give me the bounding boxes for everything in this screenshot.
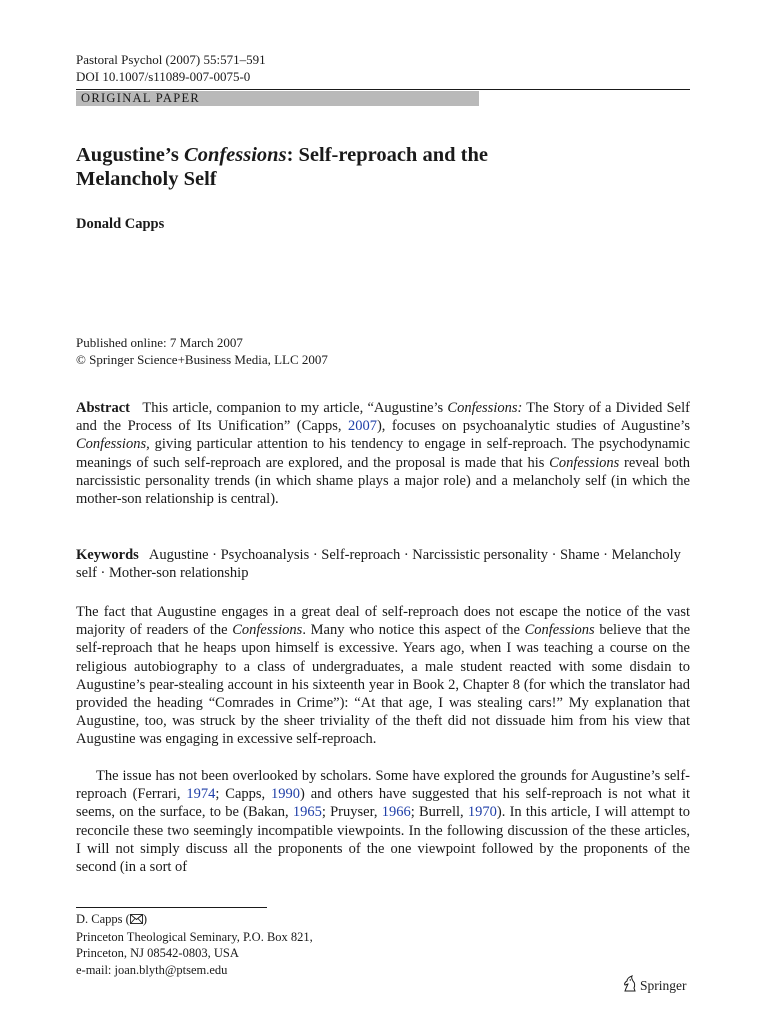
title-part-1: Augustine’s [76, 144, 185, 166]
abstract-text: reveal both narcissistic personality trends (in which shame plays a major role) and a melancholy self (in which the mother-son relationship is central). [76, 454, 690, 508]
body-text: ). In this article, I will attempt to reconcile these two seemingly incompatible viewpoints. In the following discussion of the these articles, I will not simply discuss all the proponents of the one viewpoint followed by the proponents of the second (in a sort of [76, 804, 691, 876]
article-title [76, 143, 690, 191]
citation-link[interactable]: 1970 [467, 804, 497, 821]
footnote-author: D. Capps ( [76, 912, 130, 926]
citation-link[interactable]: 1966 [381, 804, 411, 821]
publication-info [76, 334, 328, 368]
citation-link[interactable]: 1974 [186, 786, 216, 803]
abstract-text: ), focuses on psychoanalytic studies of Augustine’s [376, 418, 690, 435]
title-italic: Confessions [184, 144, 287, 166]
journal-meta [76, 51, 266, 85]
body-text: The fact that Augustine engages in a great deal of self-reproach does not escape the notice of the vast majority of readers of the [76, 604, 690, 639]
citation-link[interactable]: 1990 [271, 786, 301, 803]
abstract-italic: Confessions [549, 454, 620, 471]
springer-knight-icon [622, 975, 638, 996]
title-part-2: : Self-reproach and the [286, 144, 488, 166]
keywords [76, 546, 690, 582]
abstract [76, 399, 690, 508]
title-line-2: Melancholy Self [76, 168, 217, 190]
copyright: © Springer Science+Business Media, LLC 2007 [76, 352, 328, 367]
body-text: ; Capps, [215, 786, 272, 803]
author-name: Donald Capps [76, 216, 165, 232]
footnote-city: Princeton, NJ 08542-0803, USA [76, 946, 239, 960]
abstract-text: This article, companion to my article, “Augustine’s [142, 400, 448, 416]
citation-link[interactable]: 1965 [292, 804, 322, 821]
body-text: ; Pruyser, [321, 804, 382, 821]
footnote-rule [76, 907, 267, 908]
body-paragraph-2 [76, 767, 690, 876]
author-footnote [76, 911, 313, 978]
header-rule [76, 89, 690, 90]
abstract-text: The Story of a Divided Self and the Process of Its Unification” (Capps, [76, 400, 690, 435]
envelope-icon[interactable] [130, 912, 143, 929]
abstract-text: giving particular attention to his tendency to engage in self-reproach. The psychodynamic meanings of such self-reproach are explored, and the proposal is made that his [76, 436, 690, 471]
publisher-logo [622, 975, 687, 996]
keywords-text: Augustine · Psychoanalysis · Self-reproach · Narcissistic personality · Shame · Melancholy self · Mother-son relationship [76, 547, 681, 582]
publisher-name: Springer [640, 977, 687, 993]
body-text: The issue has not been overlooked by scholars. Some have explored the grounds for Augustine’s self-reproach (Ferrari, [76, 768, 690, 803]
body-text: believe that the self-reproach that he heaps upon himself is excessive. Years ago, when I was teaching a course on the religious autobiography to a class of undergraduates, a male student reacted with some disdain to Augustine’s pear-stealing account in his sixteenth year in Book 2, Chapter 8 (for which the translator had provided the heading “Comrades in Crime”): “At that age, I was stealing cars!” My explanation that Augustine, too, was struck by the sheer triviality of the theft did not dissuade him from his view that Augustine was engaging in excessive self-reproach. [76, 622, 691, 748]
body-text: ; Burrell, [410, 804, 468, 821]
journal-citation: Pastoral Psychol (2007) 55:571–591 [76, 52, 266, 67]
body-text: . Many who notice this aspect of the [302, 622, 525, 639]
footnote-author-close: ) [142, 912, 147, 926]
citation-link[interactable]: 2007 [347, 418, 377, 435]
footnote-affiliation: Princeton Theological Seminary, P.O. Box 821, [76, 929, 313, 944]
body-paragraph-1 [76, 603, 690, 749]
abstract-italic: Confessions: [447, 400, 523, 416]
body-italic: Confessions [232, 622, 303, 639]
published-date: Published online: 7 March 2007 [76, 335, 243, 350]
abstract-italic: Confessions, [76, 436, 150, 453]
keywords-label: Keywords [76, 547, 139, 563]
section-label: ORIGINAL PAPER [76, 91, 479, 106]
body-text: ) and others have suggested that his self-reproach is not what it seems, on the surface, to be (Bakan, [76, 786, 690, 821]
doi: DOI 10.1007/s11089-007-0075-0 [76, 69, 251, 84]
body-italic: Confessions [524, 622, 595, 639]
footnote-email[interactable]: e-mail: joan.blyth@ptsem.edu [76, 962, 228, 977]
abstract-label: Abstract [76, 400, 130, 416]
